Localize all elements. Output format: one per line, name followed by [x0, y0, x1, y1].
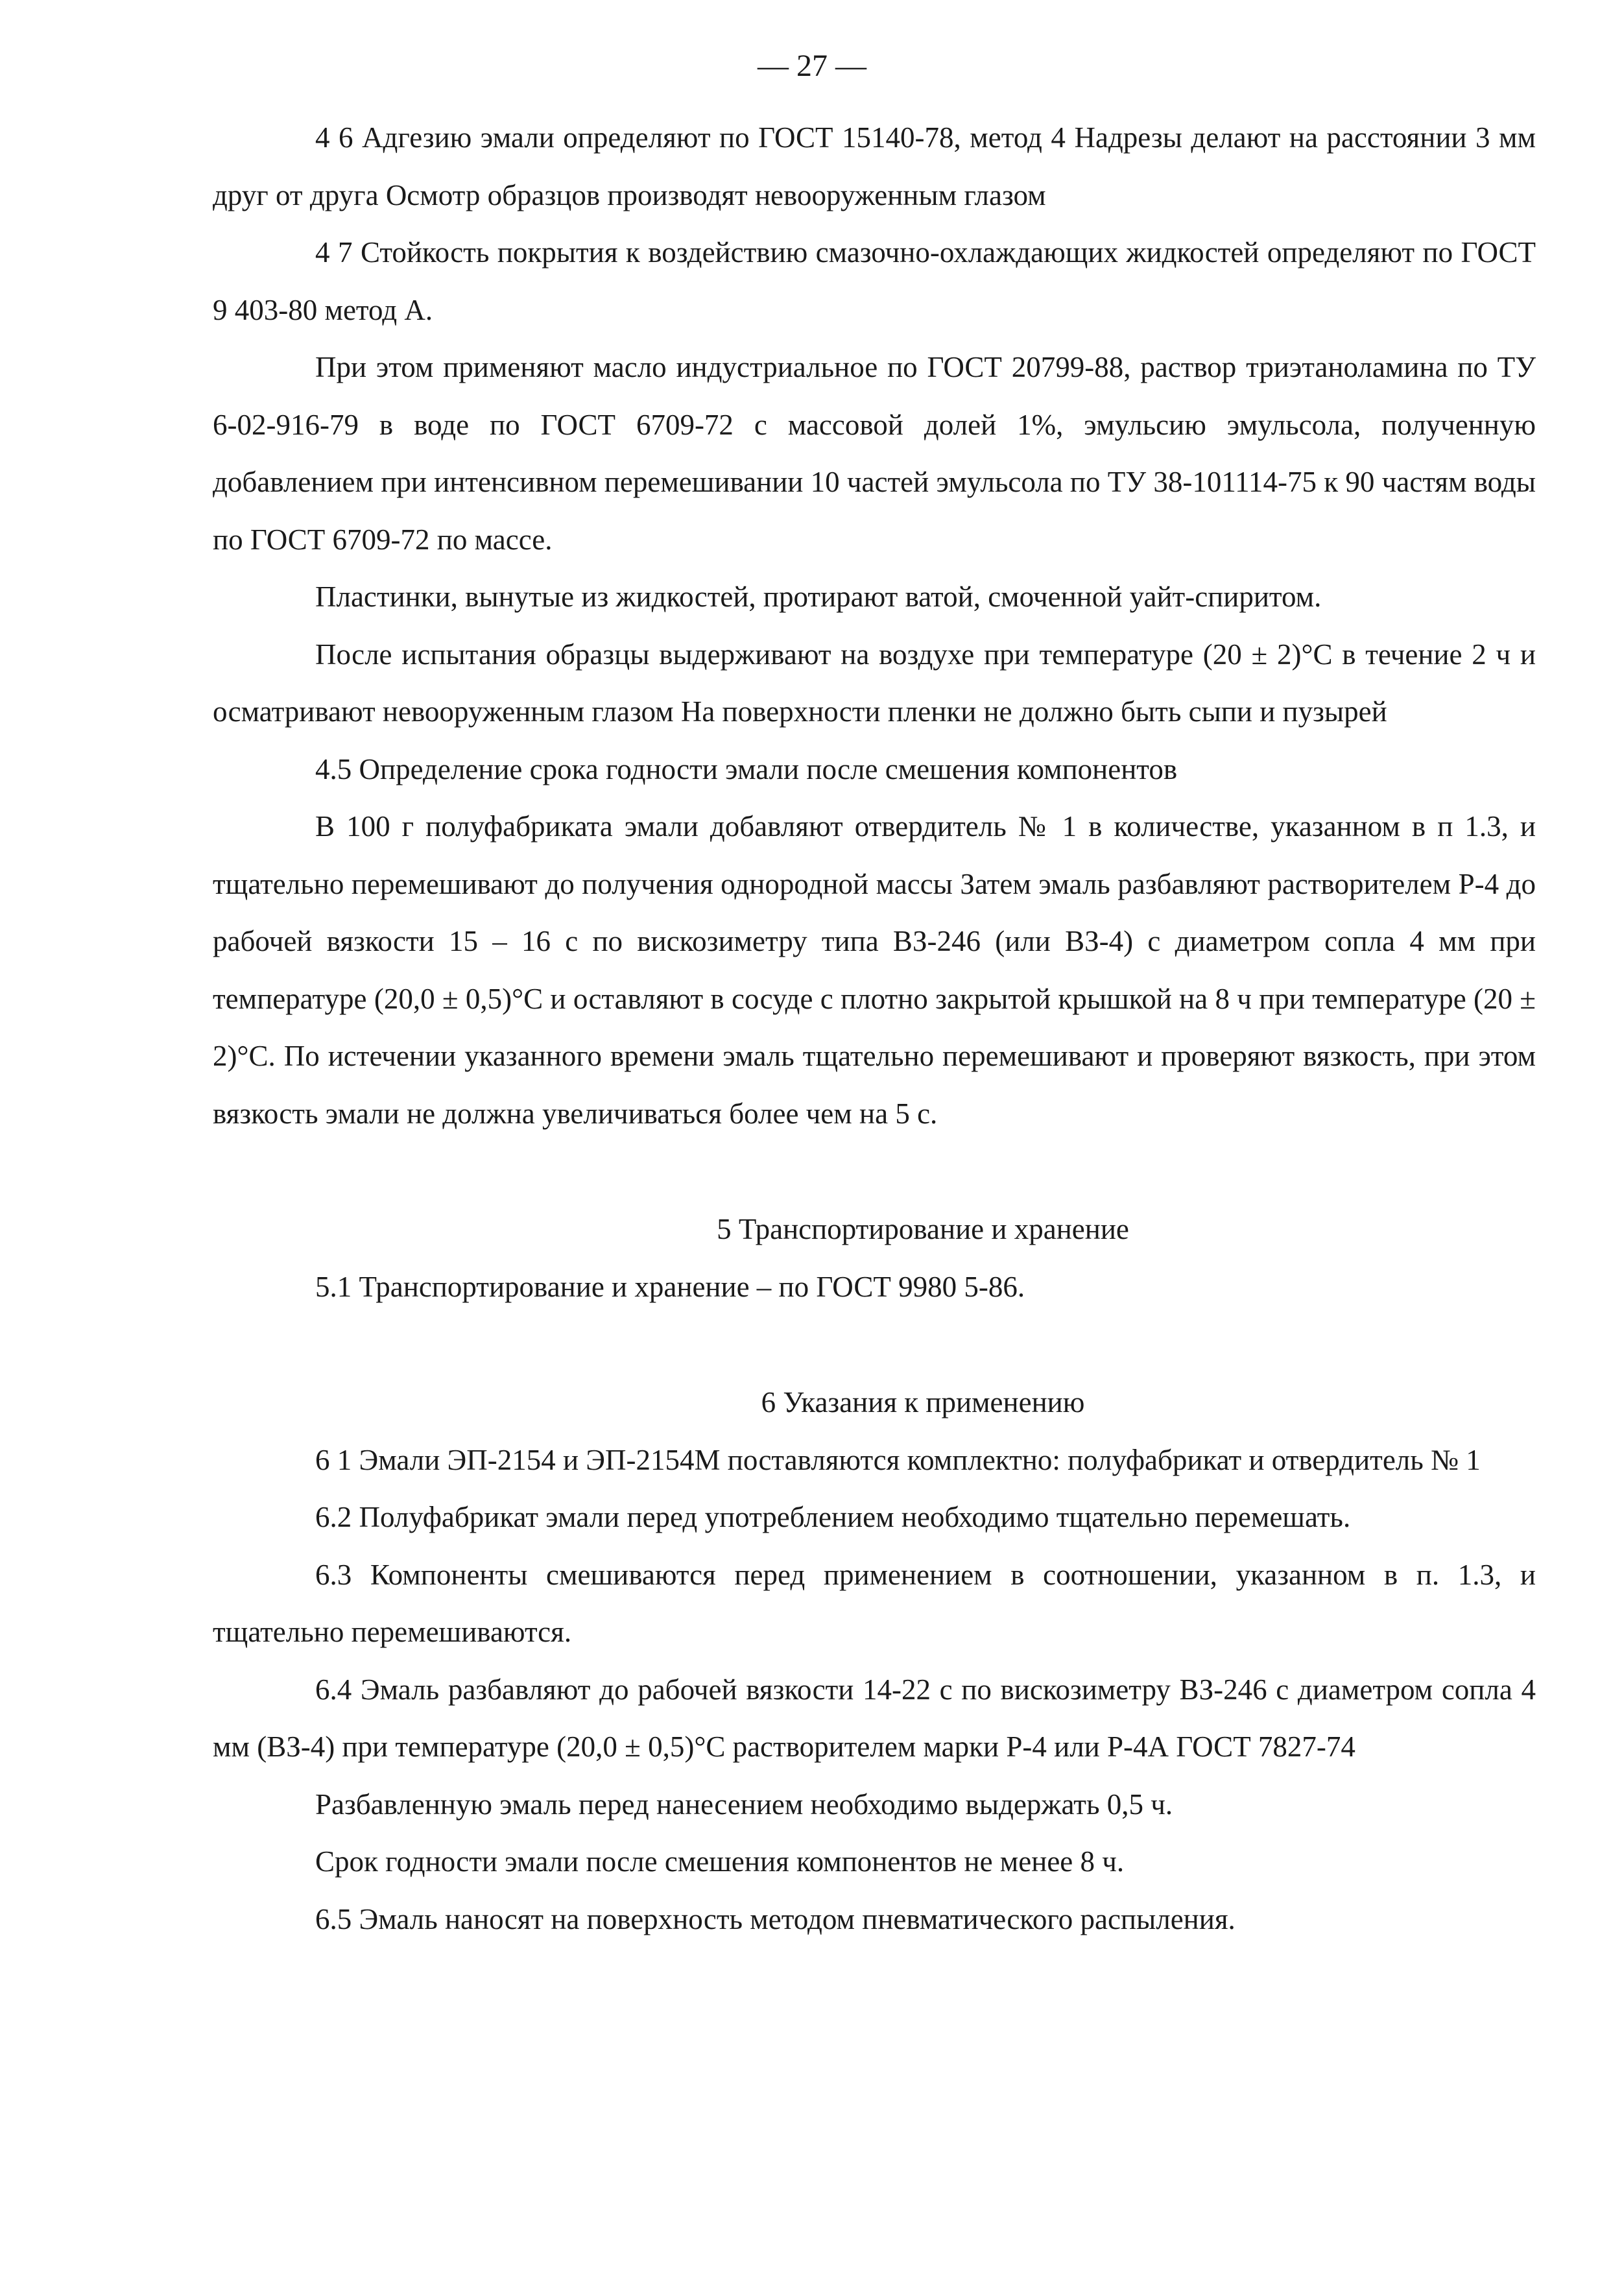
paragraph-6-1: 6 1 Эмали ЭП-2154 и ЭП-2154М поставляются комплектно: полуфабрикат и отвердитель № 1 — [315, 1443, 1481, 1476]
paragraph-4-7: 4 7 Стойкость покрытия к воздействию смазочно-охлаждающих жидкостей определяют по ГОСТ 9 403-80 метод А. — [213, 236, 1536, 326]
paragraph-5-1: 5.1 Транспортирование и хранение – по ГОСТ 9980 5-86. — [315, 1270, 1025, 1303]
paragraph-6-4-shelf-life: Срок годности эмали после смешения компонентов не менее 8 ч. — [315, 1845, 1125, 1878]
paragraph-6-4: 6.4 Эмаль разбавляют до рабочей вязкости 14-22 с по вискозиметру ВЗ-246 с диаметром сопла 4 мм (ВЗ-4) при температуре (20,0 ± 0,5)°С растворителем марки Р-4 или Р-4А ГОСТ 7827-74 — [213, 1673, 1536, 1763]
paragraph-6-4-hold: Разбавленную эмаль перед нанесением необходимо выдержать 0,5 ч. — [315, 1788, 1173, 1821]
paragraph-4-7-wipe: Пластинки, вынутые из жидкостей, протирают ватой, смоченной уайт-спиритом. — [315, 580, 1322, 613]
paragraph-4-5-body: В 100 г полуфабриката эмали добавляют отвердитель № 1 в количестве, указанном в п 1.3, и тщательно перемешивают до получения однородной массы Затем эмаль разбавляют растворителем Р-4 до рабочей вязкости 15 – 16 с по вискозиметру типа ВЗ-246 (или ВЗ-4) с диаметром сопла 4 мм при температуре (20,0 ± 0,5)°С и оставляют в сосуде с плотно закрытой крышкой на 8 ч при температуре (20 ± 2)°С. По истечении указанного времени эмаль тщательно перемешивают и проверяют вязкость, при этом вязкость эмали не должна увеличиваться более чем на 5 с. — [213, 810, 1536, 1130]
paragraph-4-7-inspection: После испытания образцы выдерживают на воздухе при температуре (20 ± 2)°С в течение 2 ч и осматривают невооруженным глазом На поверхности пленки не должно быть сыпи и пузырей — [213, 638, 1536, 728]
paragraph-4-6: 4 6 Адгезию эмали определяют по ГОСТ 15140-78, метод 4 Надрезы делают на расстоянии 3 мм друг от друга Осмотр образцов производят невооруженным глазом — [213, 121, 1536, 211]
section-6-heading: 6 Указания к применению — [761, 1386, 1085, 1418]
paragraph-6-3: 6.3 Компоненты смешиваются перед применением в соотношении, указанном в п. 1.3, и тщательно перемешиваются. — [213, 1558, 1536, 1648]
section-5-heading: 5 Транспортирование и хранение — [717, 1213, 1129, 1245]
paragraph-6-5: 6.5 Эмаль наносят на поверхность методом пневматического распыления. — [315, 1902, 1236, 1935]
paragraph-4-5-title: 4.5 Определение срока годности эмали после смешения компонентов — [315, 752, 1178, 785]
document-body — [213, 109, 1536, 1948]
paragraph-6-2: 6.2 Полуфабрикат эмали перед употреблением необходимо тщательно перемешать. — [315, 1501, 1351, 1533]
page-number: — 27 — — [758, 49, 866, 83]
paragraph-4-7-materials: При этом применяют масло индустриальное по ГОСТ 20799-88, раствор триэтаноламина по ТУ 6-02-916-79 в воде по ГОСТ 6709-72 с массовой долей 1%, эмульсию эмульсола, полученную добавлением при интенсивном перемешивании 10 частей эмульсола по ТУ 38-101114-75 к 90 частям воды по ГОСТ 6709-72 по массе. — [213, 351, 1536, 556]
